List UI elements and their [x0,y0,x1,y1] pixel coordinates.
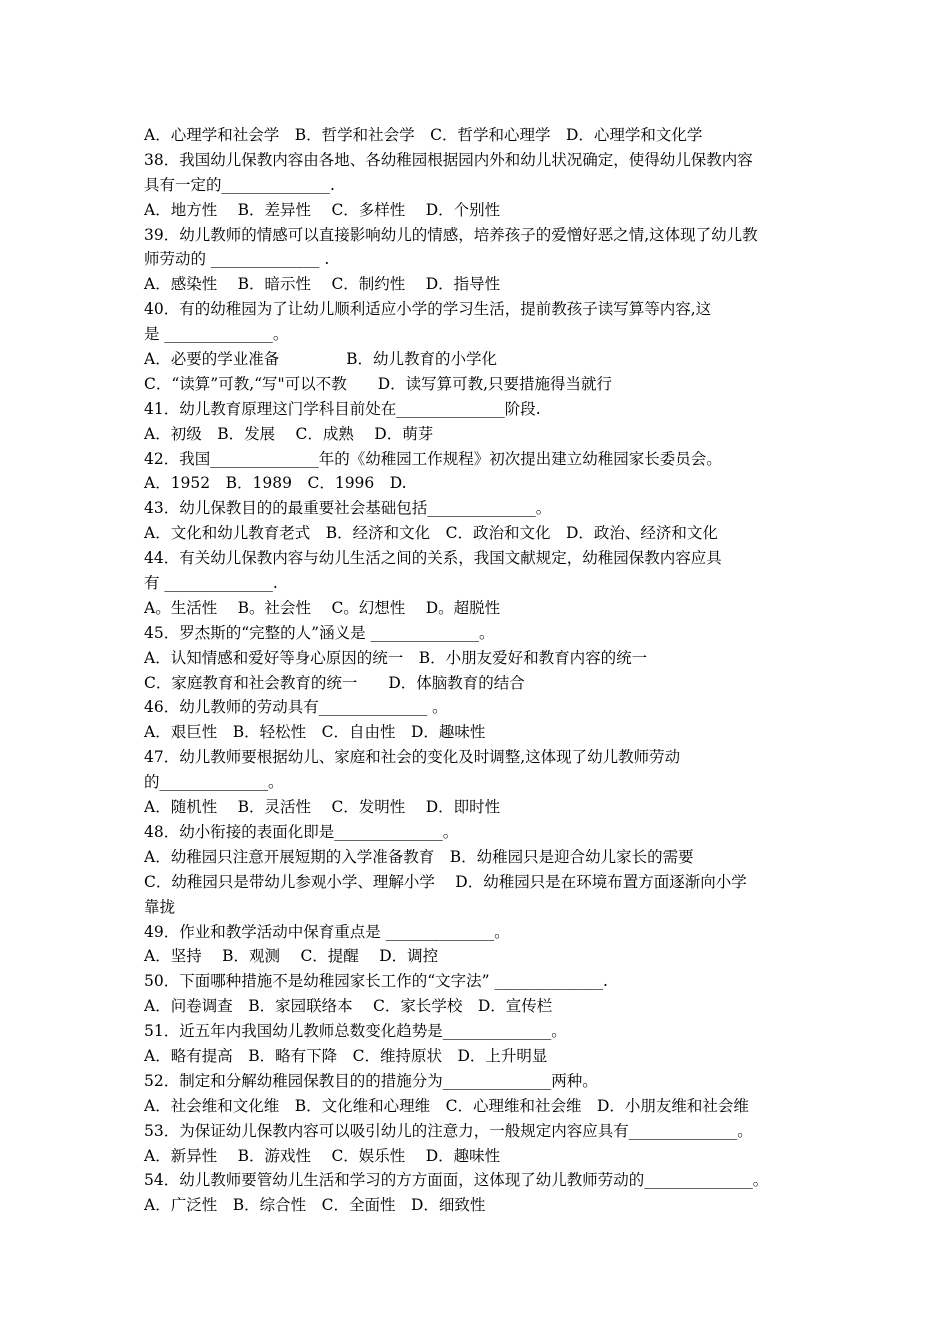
question-38: 38．我国幼儿保教内容由各地、各幼稚园根据园内外和幼儿状况确定，使得幼儿保教内容 [144,150,753,169]
question-41-options: A．初级 B．发展 C．成熟 D．萌芽 [144,424,434,443]
question-54-options: A．广泛性 B．综合性 C．全面性 D．细致性 [144,1196,486,1215]
text-line-37-options: A．心理学和社会学 B．哲学和社会学 C．哲学和心理学 D．心理学和文化学 [144,126,703,144]
question-49-options: A．坚持 B．观测 C．提醒 D．调控 [144,947,439,966]
question-43-options: A．文化和幼儿教育老式 B．经济和文化 C．政治和文化 D．政治、经济和文化 [144,524,718,543]
question-49: 49．作业和教学活动中保育重点是 ______________。 [144,922,510,941]
question-51-options: A．略有提高 B．略有下降 C．维持原状 D．上升明显 [144,1046,548,1065]
question-39-cont: 师劳动的 ______________ . [144,250,330,269]
question-48-options-ab: A．幼稚园只注意开展短期的入学准备教育 B．幼稚园只是迎合幼儿家长的需要 [144,847,694,866]
question-40-options-ab: A．必要的学业准备 B．幼儿教育的小学化 [144,350,498,369]
question-43: 43．幼儿保教目的的最重要社会基础包括______________。 [144,499,552,518]
question-40-cont: 是 ______________。 [144,325,289,344]
question-45: 45．罗杰斯的“完整的人”涵义是 ______________。 [144,623,495,642]
question-46-options: A．艰巨性 B．轻松性 C．自由性 D．趣味性 [144,723,486,742]
question-48-options-cd: C．幼稚园只是带幼儿参观小学、理解小学 D．幼稚园只是在环境布置方面逐渐向小学 [144,872,747,891]
question-38-options: A．地方性 B．差异性 C．多样性 D．个别性 [144,200,501,219]
question-50: 50．下面哪种措施不是幼稚园家长工作的“文字法” ______________. [144,972,608,991]
question-54: 54．幼儿教师要管幼儿生活和学习的方方面面，这体现了幼儿教师劳动的______________。 [144,1171,769,1190]
question-42-options: A．1952 B．1989 C．1996 D. [144,474,407,493]
question-48: 48．幼小衔接的表面化即是______________。 [144,822,459,841]
question-45-options-cd: C．家庭教育和社会教育的统一 D．体脑教育的结合 [144,673,525,692]
question-53-options: A．新异性 B．游戏性 C．娱乐性 D．趣味性 [144,1146,501,1165]
question-45-options-ab: A．认知情感和爱好等身心原因的统一 B．小朋友爱好和教育内容的统一 [144,648,648,667]
question-38-cont: 具有一定的______________. [144,175,335,194]
question-47-cont: 的______________。 [144,773,284,792]
question-40: 40．有的幼稚园为了让幼儿顺利适应小学的学习生活，提前教孩子读写算等内容,这 [144,300,712,319]
question-52: 52．制定和分解幼稚园保教目的的措施分为______________两种。 [144,1071,598,1090]
question-51: 51．近五年内我国幼儿教师总数变化趋势是______________。 [144,1022,567,1041]
question-47-options: A．随机性 B．灵活性 C．发明性 D．即时性 [144,798,501,817]
question-44: 44．有关幼儿保教内容与幼儿生活之间的关系，我国文献规定，幼稚园保教内容应具 [144,549,722,568]
question-40-options-cd: C．“读算”可教,“写"可以不教 D．读写算可教,只要措施得当就行 [144,374,613,393]
question-53: 53．为保证幼儿保教内容可以吸引幼儿的注意力，一般规定内容应具有______________。 [144,1121,753,1140]
question-41: 41．幼儿教育原理这门学科目前处在______________阶段. [144,399,541,418]
question-44-options: A。生活性 B。社会性 C。幻想性 D。超脱性 [144,598,501,617]
question-52-options: A．社会维和文化维 B．文化维和心理维 C．心理维和社会维 D．小朋友维和社会维 [144,1096,749,1115]
question-47: 47．幼儿教师要根据幼儿、家庭和社会的变化及时调整,这体现了幼儿教师劳动 [144,748,681,767]
question-44-cont: 有 ______________. [144,574,278,593]
document-page [144,123,814,1218]
question-50-options: A．问卷调查 B．家园联络本 C．家长学校 D．宣传栏 [144,997,553,1016]
question-42: 42．我国______________年的《幼稚园工作规程》初次提出建立幼稚园家长委员会。 [144,449,722,468]
question-39-options: A．感染性 B．暗示性 C．制约性 D．指导性 [144,275,501,294]
question-46: 46．幼儿教师的劳动具有______________ 。 [144,698,448,717]
question-39: 39．幼儿教师的情感可以直接影响幼儿的情感，培养孩子的爱憎好恶之情,这体现了幼儿教 [144,225,758,244]
question-48-options-cont: 靠拢 [144,897,176,916]
